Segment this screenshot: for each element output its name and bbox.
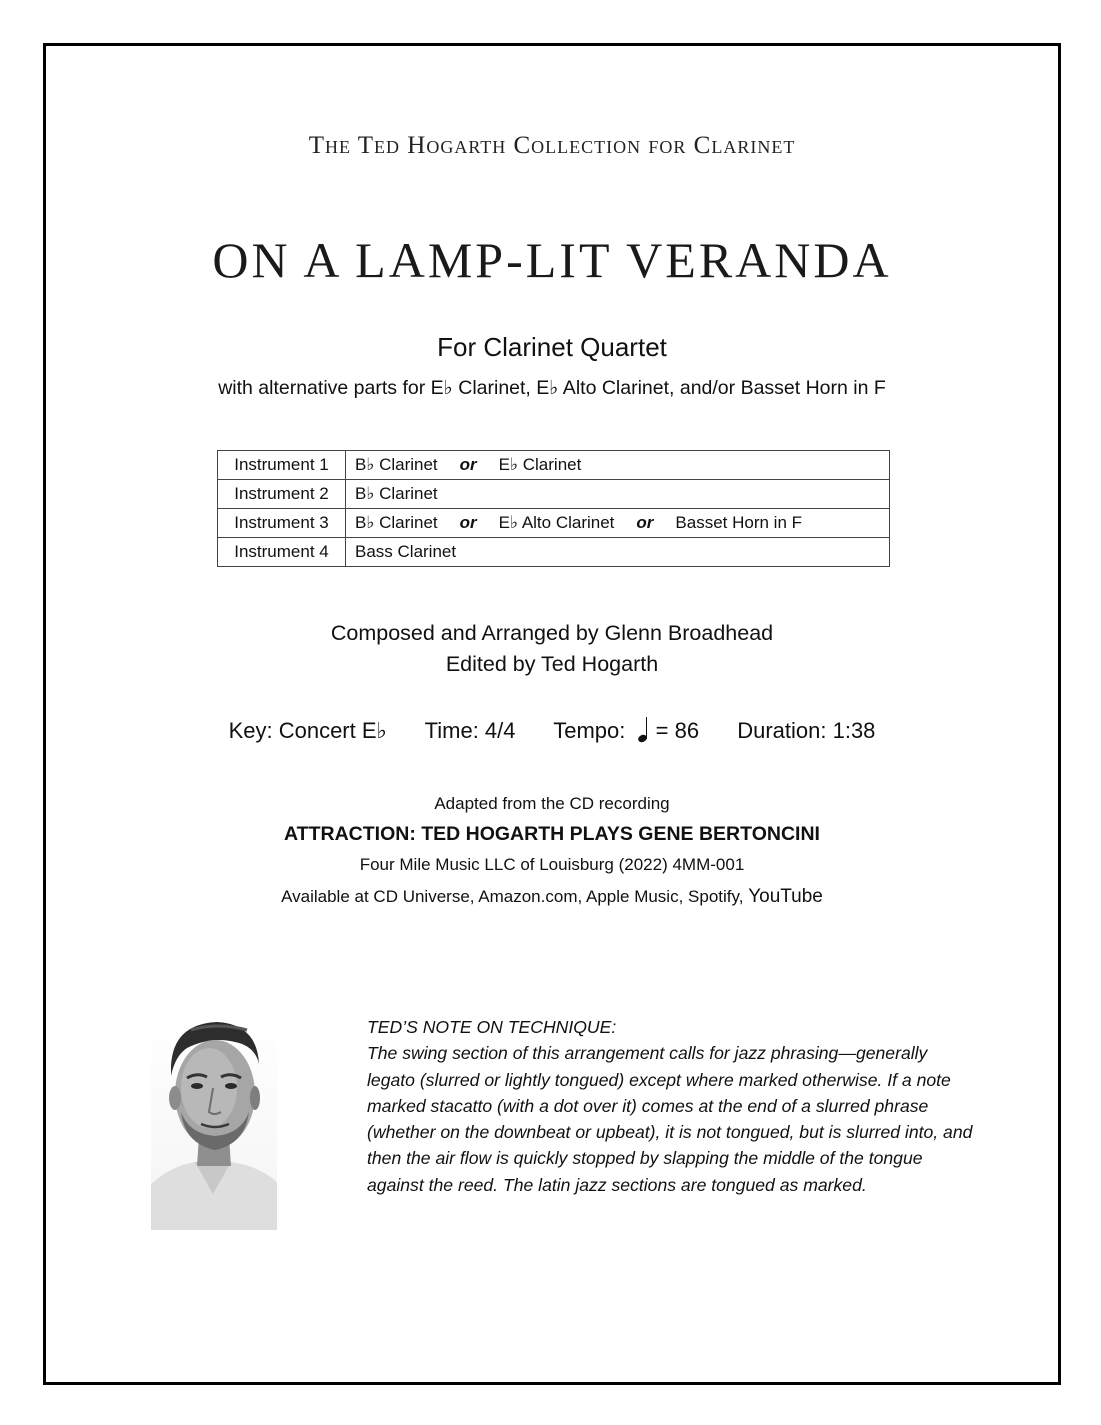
collection-title: The Ted Hogarth Collection for Clarinet	[308, 132, 796, 159]
alternative-parts: with alternative parts for E♭ Clarinet, E♭ Alto Clarinet, and/or Basset Horn in F	[218, 377, 886, 399]
or-separator: or	[459, 513, 477, 532]
instrument-option: Basset Horn in F	[675, 513, 803, 532]
instrument-option: B♭ Clarinet	[355, 484, 438, 503]
instrument-label: Instrument 2	[218, 480, 346, 509]
adapted-note: Adapted from the CD recording	[434, 794, 670, 813]
subtitle: For Clarinet Quartet	[437, 332, 667, 362]
credits	[46, 618, 1058, 680]
cd-title: ATTRACTION: TED HOGARTH PLAYS GENE BERTONCINI	[284, 823, 820, 845]
instrument-row	[218, 451, 890, 480]
instrument-options	[346, 480, 890, 509]
page-frame	[43, 43, 1061, 1385]
record-label: Four Mile Music LLC of Louisburg (2022) 4MM-001	[359, 855, 745, 874]
instrument-options	[346, 451, 890, 480]
instrument-option: B♭ Clarinet	[355, 455, 438, 474]
instrument-label: Instrument 1	[218, 451, 346, 480]
technique-note-heading: TED’S NOTE ON TECHNIQUE:	[367, 1017, 617, 1037]
instrument-options	[346, 509, 890, 538]
piece-title: ON A LAMP-LIT VERANDA	[212, 232, 892, 288]
availability	[46, 886, 1058, 908]
composer-credit: Composed and Arranged by Glenn Broadhead	[330, 621, 774, 645]
instrument-option: B♭ Clarinet	[355, 513, 438, 532]
tempo-value: = 86	[655, 718, 700, 743]
availability-list: Available at CD Universe, Amazon.com, Apple Music, Spotify,	[281, 887, 744, 906]
instrument-table	[217, 450, 890, 567]
availability-youtube: YouTube	[748, 886, 823, 907]
or-separator: or	[636, 513, 654, 532]
editor-credit: Edited by Ted Hogarth	[445, 652, 659, 676]
instrument-label: Instrument 3	[218, 509, 346, 538]
instrument-options	[346, 538, 890, 567]
time-info: Time: 4/4	[424, 718, 516, 743]
instrument-row	[218, 538, 890, 567]
instrument-row	[218, 509, 890, 538]
portrait-photo	[151, 1016, 277, 1230]
instrument-row	[218, 480, 890, 509]
technique-note	[367, 1014, 977, 1198]
key-info: Key: Concert E♭	[228, 718, 387, 743]
instrument-label: Instrument 4	[218, 538, 346, 567]
instrument-option: E♭ Alto Clarinet	[498, 513, 615, 532]
or-separator: or	[459, 455, 477, 474]
piece-meta	[46, 716, 1058, 744]
instrument-option: Bass Clarinet	[355, 542, 457, 561]
quarter-note-icon	[638, 716, 650, 742]
instrument-option: E♭ Clarinet	[498, 455, 582, 474]
duration-info: Duration: 1:38	[737, 718, 876, 743]
technique-note-body: The swing section of this arrangement calls for jazz phrasing—generally legato (slurred or lightly tongued) except where marked otherwise. If a note marked stacatto (with a dot over it) comes at the end of a slurred phrase (whether on the downbeat or upbeat), it is not tongued, but is slurred into, and then the air flow is quickly stopped by slapping the middle of the tongue against the reed. The latin jazz sections are tongued as marked.	[367, 1043, 973, 1195]
tempo-label: Tempo:	[553, 718, 626, 743]
